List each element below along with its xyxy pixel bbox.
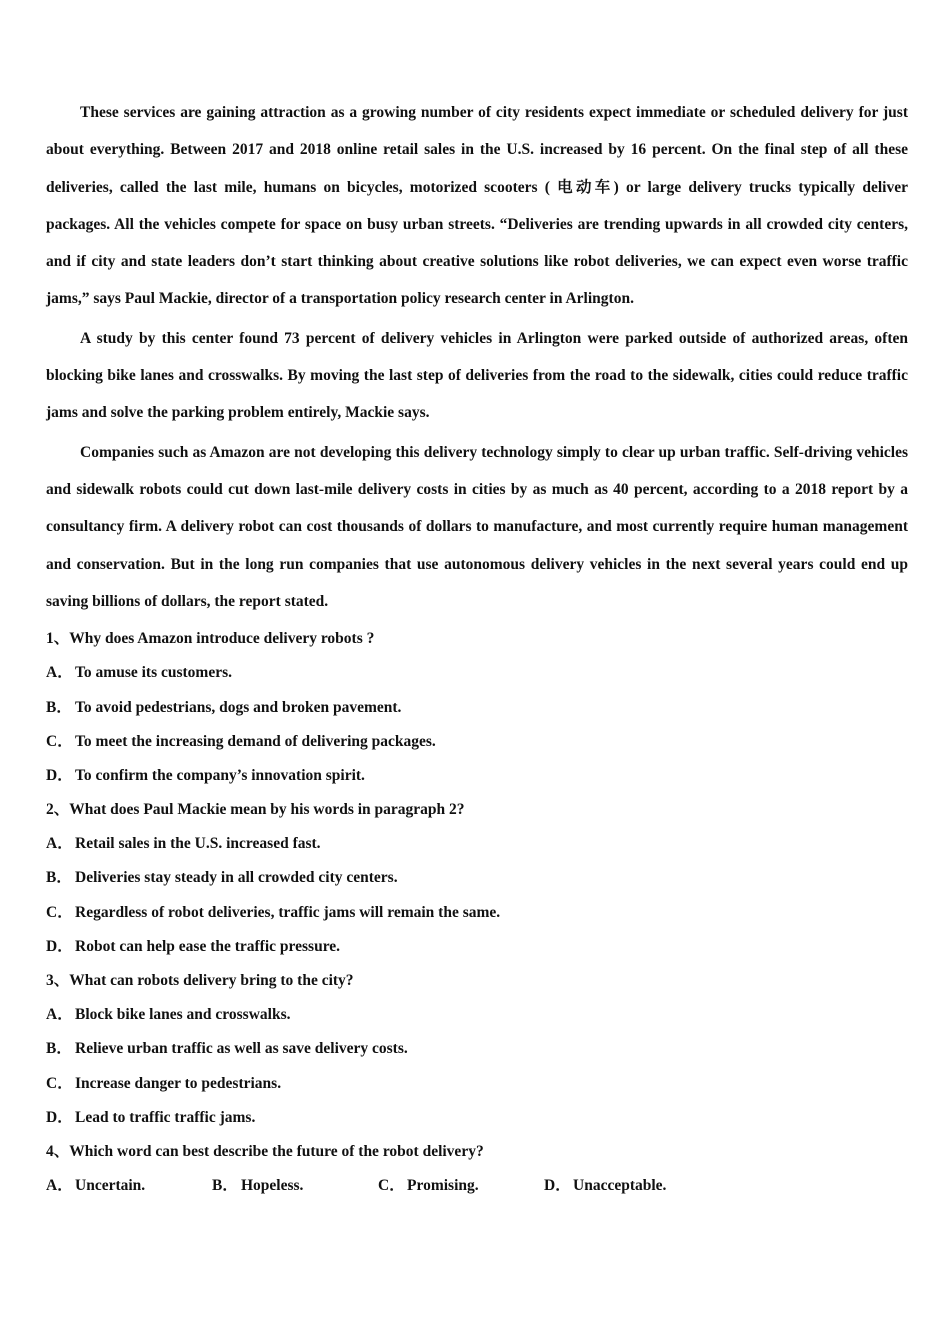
passage-paragraph-1: These services are gaining attraction as a growing number of city residents expect immediate or scheduled delivery for just about everything. Between 2017 and 2018 online retail sales in the U.S. increased by 16 percent. On the final step of all these deliveries, called the last mile, humans on bicycles, motorized scooters ( 电动车) or large delivery trucks typically deliver packages. All the vehicles compete for space on busy urban streets. “Deliveries are trending upwards in all crowded city centers, and if city and state leaders don’t start thinking about creative solutions like robot deliveries, we can expect even worse traffic jams,” says Paul Mackie, director of a transportation policy research center in Arlington. [46, 104, 908, 308]
option-a [46, 656, 908, 690]
option-text: Retail sales in the U.S. increased fast. [75, 835, 321, 853]
option-a [46, 827, 908, 861]
option-letter: B． [46, 1040, 72, 1058]
question-stem: 2、What does Paul Mackie mean by his words in paragraph 2? [46, 801, 465, 819]
option-letter: D． [544, 1177, 571, 1195]
option-letter: C． [378, 1177, 405, 1195]
option-d [46, 1101, 908, 1135]
option-b [46, 1032, 908, 1066]
option-text: To meet the increasing demand of delivering packages. [75, 732, 436, 750]
option-text: Relieve urban traffic as well as save delivery costs. [75, 1040, 408, 1058]
question-stem: 1、Why does Amazon introduce delivery robots ? [46, 630, 375, 648]
option-letter: D． [46, 1108, 73, 1126]
option-letter: C． [46, 1074, 73, 1092]
option-a [46, 1169, 212, 1203]
option-b [212, 1169, 378, 1203]
passage-paragraph-3: Companies such as Amazon are not developing this delivery technology simply to clear up urban traffic. Self-driving vehicles and sidewalk robots could cut down last-mile delivery costs in cities by as much as 40 percent, according to a 2018 report by a consultancy firm. A delivery robot can cost thousands of dollars to manufacture, and most currently require human management and conservation. But in the long run companies that use autonomous delivery vehicles in the next several years could end up saving billions of dollars, the report stated. [46, 443, 908, 610]
option-text: Unacceptable. [573, 1177, 667, 1195]
question-stem: 3、What can robots delivery bring to the city? [46, 972, 354, 990]
option-letter: D． [46, 937, 73, 955]
option-text: Lead to traffic traffic jams. [75, 1108, 256, 1126]
option-c [46, 896, 908, 930]
document-page [46, 94, 908, 1203]
question-2 [46, 793, 908, 964]
option-letter: A． [46, 835, 73, 853]
option-text: To confirm the company’s innovation spirit. [75, 766, 365, 784]
option-letter: B． [46, 698, 72, 716]
option-b [46, 691, 908, 725]
passage-paragraph-2: A study by this center found 73 percent of delivery vehicles in Arlington were parked outside of authorized areas, often blocking bike lanes and crosswalks. By moving the last step of deliveries from the road to the sidewalk, cities could reduce traffic jams and solve the parking problem entirely, Mackie says. [46, 329, 908, 422]
question-1 [46, 622, 908, 793]
option-c [378, 1169, 544, 1203]
question-stem: 4、Which word can best describe the future of the robot delivery? [46, 1142, 484, 1160]
question-4 [46, 1135, 908, 1203]
option-a [46, 998, 908, 1032]
option-letter: C． [46, 903, 73, 921]
option-text: Promising. [407, 1177, 479, 1195]
option-text: Deliveries stay steady in all crowded city centers. [75, 869, 398, 887]
option-letter: A． [46, 1177, 73, 1195]
option-letter: A． [46, 664, 73, 682]
option-letter: A． [46, 1006, 73, 1024]
option-text: Block bike lanes and crosswalks. [75, 1006, 291, 1024]
question-3 [46, 964, 908, 1135]
option-d [46, 759, 908, 793]
option-text: Uncertain. [75, 1177, 146, 1195]
option-text: Regardless of robot deliveries, traffic jams will remain the same. [75, 903, 501, 921]
option-letter: B． [46, 869, 72, 887]
option-text: Increase danger to pedestrians. [75, 1074, 282, 1092]
option-b [46, 861, 908, 895]
option-text: Robot can help ease the traffic pressure. [75, 937, 341, 955]
option-c [46, 1067, 908, 1101]
option-text: To avoid pedestrians, dogs and broken pavement. [75, 698, 402, 716]
option-text: To amuse its customers. [75, 664, 233, 682]
option-text: Hopeless. [241, 1177, 304, 1195]
option-d [544, 1169, 710, 1203]
option-letter: C． [46, 732, 73, 750]
option-letter: B． [212, 1177, 238, 1195]
options-row [46, 1169, 908, 1203]
option-letter: D． [46, 766, 73, 784]
option-c [46, 725, 908, 759]
option-d [46, 930, 908, 964]
